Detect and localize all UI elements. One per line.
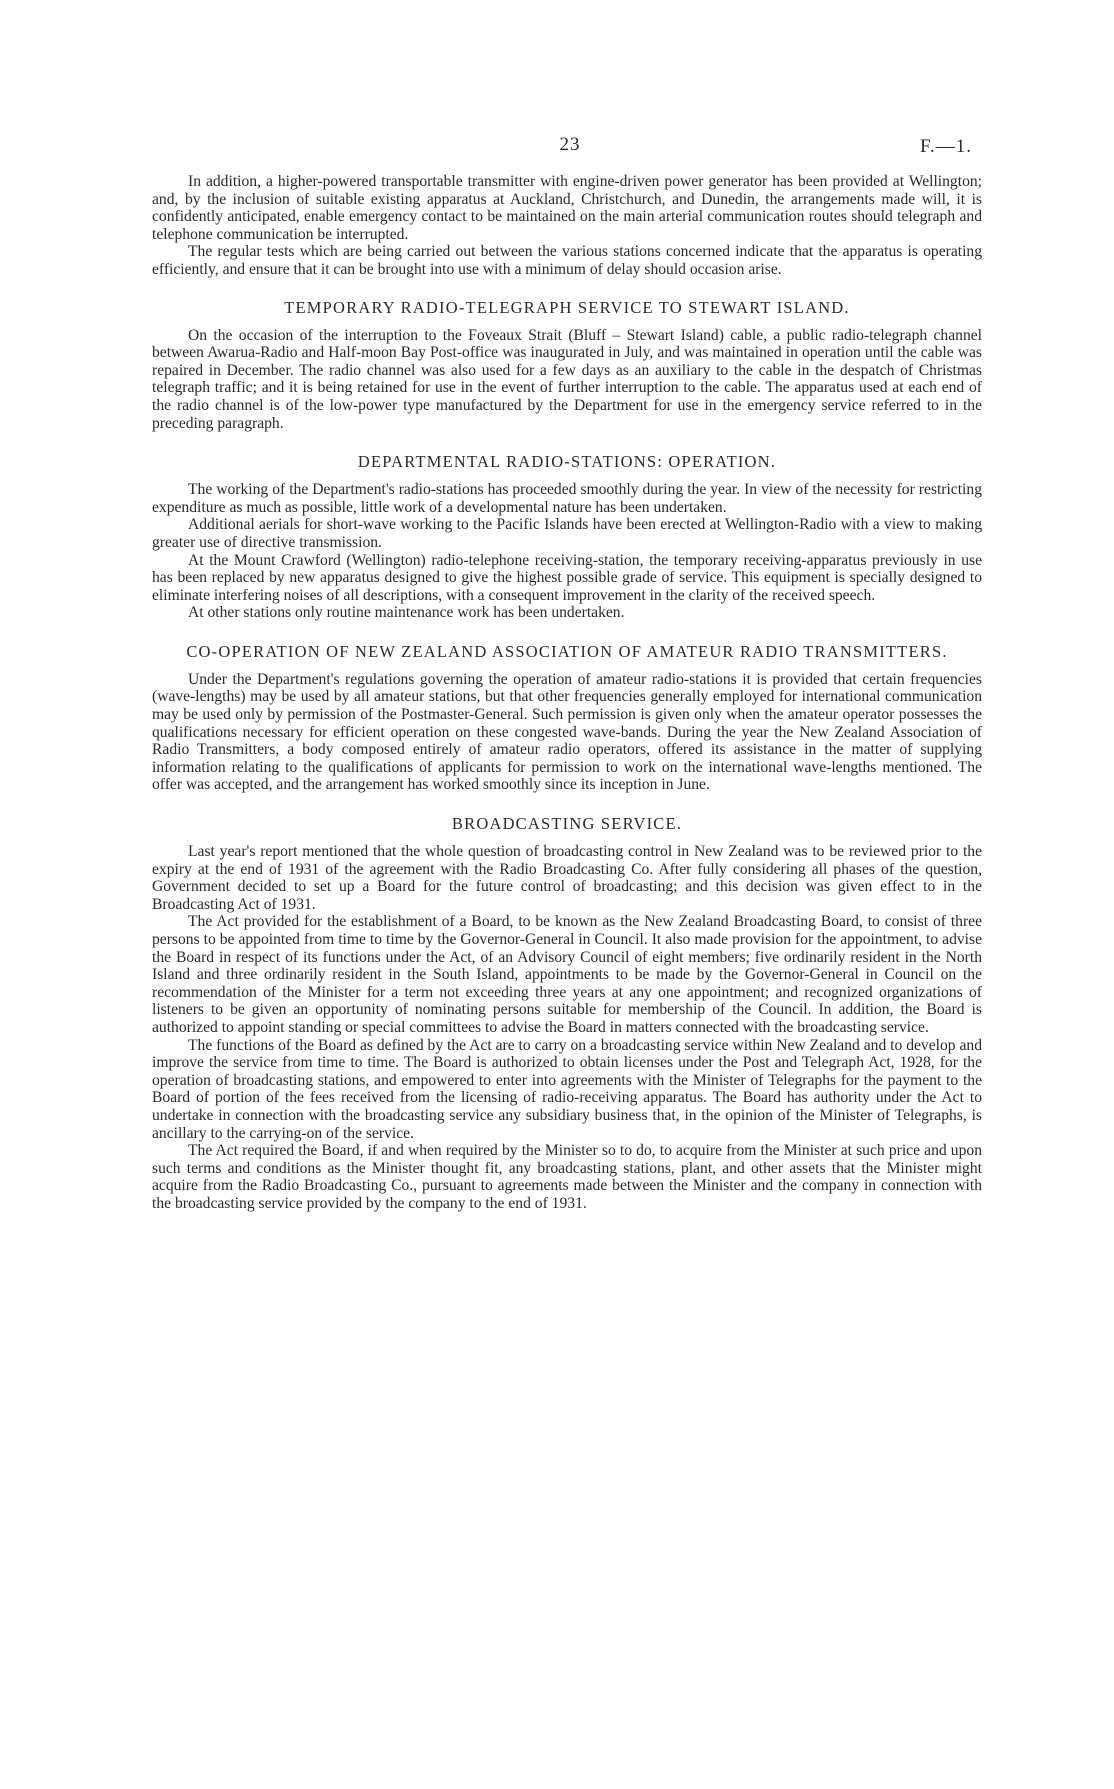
section-paragraph: On the occasion of the interruption to the Foveaux Strait (Bluff – Stewart Island) cable, a public radio-telegraph channel between Awarua-Radio and Half-moon Bay Post-office was inaugurated in July, and was maintained in operation until the cable was repaired in December. The radio channel was also used for a few days as an auxiliary to the cable in the despatch of Christmas telegraph traffic; and it is being retained for use in the event of further interruption to the cable. The apparatus used at each end of the radio channel is of the low-power type manufactured by the Department for use in the emergency service referred to in the preceding paragraph. bbox=[152, 326, 982, 432]
page-number: 23 bbox=[559, 134, 581, 155]
section-paragraph: Under the Department's regulations governing the operation of amateur radio-stations it is provided that certain frequencies (wave-lengths) may be used by all amateur stations, but that other frequencies generally employed for international communication may be used only by permission of the Postmaster-General. Such permission is given only when the amateur operator possesses the qualifications necessary for efficient operation on these congested wave-bands. During the year the New Zealand Association of Radio Transmitters, a body composed entirely of amateur radio operators, offered its assistance in the matter of supplying information relating to the qualifications of applicants for permission to work on the international wave-lengths mentioned. The offer was accepted, and the arrangement has worked smoothly since its inception in June. bbox=[152, 670, 982, 794]
intro-paragraph: In addition, a higher-powered transportable transmitter with engine-driven power generator has been provided at Wellington; and, by the inclusion of suitable existing apparatus at Auckland, Christchurch, and Dunedin, the arrangements made will, it is confidently anticipated, enable emergency contact to be maintained on the main arterial communication routes should telegraph and telephone communication be interrupted. bbox=[152, 173, 982, 243]
section-paragraph: The functions of the Board as defined by the Act are to carry on a broadcasting service within New Zealand and to develop and improve the service from time to time. The Board is authorized to obtain licenses under the Post and Telegraph Act, 1928, for the operation of broadcasting stations, and empowered to enter into agreements with the Minister of Telegraphs for the payment to the Board of portion of the fees received from the licensing of radio-receiving apparatus. The Board has authority under the Act to undertake in connection with the broadcasting service any subsidiary business that, in the opinion of the Minister of Telegraphs, is ancillary to the carrying-on of the service. bbox=[152, 1036, 982, 1142]
section-paragraph: At other stations only routine maintenance work has been undertaken. bbox=[188, 604, 625, 622]
section-paragraph: At the Mount Crawford (Wellington) radio-telephone receiving-station, the temporary receiving-apparatus previously in use has been replaced by new apparatus designed to give the highest possible grade of service. This equipment is specially designed to eliminate interfering noises of all descriptions, with a consequent improvement in the clarity of the received speech. bbox=[152, 551, 982, 604]
main-text-column bbox=[152, 173, 982, 1213]
section-paragraph: The Act provided for the establishment of a Board, to be known as the New Zealand Broadcasting Board, to consist of three persons to be appointed from time to time by the Governor-General in Council. It also made provision for the appointment, to advise the Board in respect of its functions under the Act, of an Advisory Council of eight members; five ordinarily resident in the North Island and three ordinarily resident in the South Island, appointments to be made by the Governor-General in Council on the recommendation of the Minister for a term not exceeding three years at any one appointment; and recognized organizations of listeners to be given an opportunity of nominating persons suitable for membership of the Council. In addition, the Board is authorized to appoint standing or special committees to advise the Board in matters connected with the broadcasting service. bbox=[152, 913, 982, 1036]
section-paragraph: Additional aerials for short-wave working to the Pacific Islands have been erected at Wellington-Radio with a view to making greater use of directive transmission. bbox=[152, 516, 982, 551]
section-paragraph: Last year's report mentioned that the whole question of broadcasting control in New Zealand was to be reviewed prior to the expiry at the end of 1931 of the agreement with the Radio Broadcasting Co. After fully considering all phases of the question, Government decided to set up a Board for the future control of broadcasting; and this decision was given effect to in the Broadcasting Act of 1931. bbox=[152, 843, 982, 913]
section-paragraph: The Act required the Board, if and when required by the Minister so to do, to acquire from the Minister at such price and upon such terms and conditions as the Minister thought fit, any broadcasting stations, plant, and other assets that the Minister might acquire from the Radio Broadcasting Co., pursuant to agreements made between the Minister and the company in connection with the broadcasting service provided by the company to the end of 1931. bbox=[152, 1142, 982, 1212]
section-paragraph: The working of the Department's radio-stations has proceeded smoothly during the year. In view of the necessity for restricting expenditure as much as possible, little work of a developmental nature has been undertaken. bbox=[152, 481, 982, 516]
intro-paragraph: The regular tests which are being carried out between the various stations concerned indicate that the apparatus is operating efficiently, and ensure that it can be brought into use with a minimum of delay should occasion arise. bbox=[152, 243, 982, 278]
section-heading-broadcasting: BROADCASTING SERVICE. bbox=[451, 814, 683, 834]
section-heading-departmental-stations: DEPARTMENTAL RADIO-STATIONS: OPERATION. bbox=[357, 452, 777, 472]
section-heading-stewart-island: TEMPORARY RADIO-TELEGRAPH SERVICE TO STEWART ISLAND. bbox=[284, 297, 850, 317]
section-heading-amateur-radio: CO-OPERATION OF NEW ZEALAND ASSOCIATION OF AMATEUR RADIO TRANSMITTERS. bbox=[186, 641, 948, 661]
document-reference: F.—1. bbox=[920, 136, 973, 157]
